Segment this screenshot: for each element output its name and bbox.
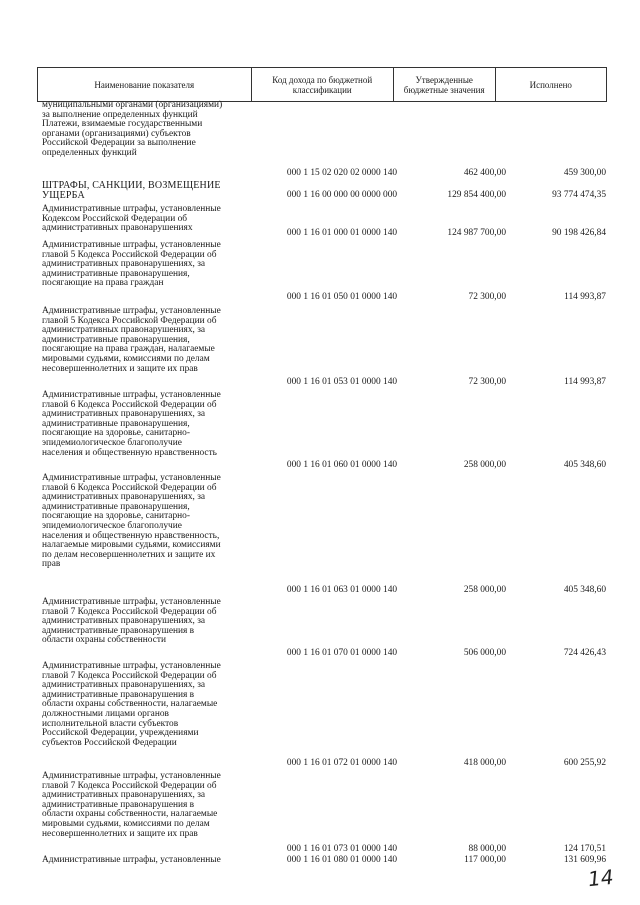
header-code: Код дохода по бюджетной классификации — [251, 68, 393, 102]
row-executed: 131 609,96 — [563, 855, 606, 865]
row-name: Административные штрафы, установленные — [42, 855, 221, 865]
row-executed: 114 993,87 — [564, 377, 606, 387]
row-code: 000 1 16 01 080 01 0000 140 — [286, 855, 398, 865]
row-code: 000 1 16 01 073 01 0000 140 — [286, 844, 398, 854]
row-code: 000 1 16 01 060 01 0000 140 — [286, 460, 398, 470]
row-name: Административные штрафы, установленные главой 7 Кодекса Российской Федерации об административных правонарушениях, за административные правонарушения в области охраны собственности, налагаемые мировыми судьями, комиссиями по делам несовершеннолетних и защите их прав — [42, 771, 221, 839]
row-name: ШТРАФЫ, САНКЦИИ, ВОЗМЕЩЕНИЕ УЩЕРБА — [42, 180, 221, 201]
row-approved: 117 000,00 — [464, 855, 506, 865]
row-approved: 72 300,00 — [468, 292, 506, 302]
row-approved: 88 000,00 — [468, 844, 506, 854]
row-approved: 129 854 400,00 — [447, 190, 506, 200]
row-code: 000 1 15 02 020 02 0000 140 — [286, 168, 398, 178]
row-code: 000 1 16 01 072 01 0000 140 — [286, 758, 398, 768]
row-name: Административные штрафы, установленные главой 6 Кодекса Российской Федерации об административных правонарушениях, за административные правонарушения, посягающие на здоровье, санитарно- эпидемиологическое благополучие населения и общественную нравственность, налагаемые мировыми судьями, комиссиями по делам несовершеннолетних и защите их прав — [42, 473, 221, 570]
row-executed: 114 993,87 — [564, 292, 606, 302]
row-code: 000 1 16 01 050 01 0000 140 — [286, 292, 398, 302]
row-executed: 90 198 426,84 — [552, 228, 606, 238]
row-approved: 258 000,00 — [463, 585, 506, 595]
row-executed: 405 348,60 — [563, 585, 606, 595]
row-approved: 418 000,00 — [463, 758, 506, 768]
row-name: Административные штрафы, установленные главой 6 Кодекса Российской Федерации об административных правонарушениях, за административные правонарушения, посягающие на здоровье, санитарно- эпидемиологическое благополучие населения и общественную нравственность — [42, 390, 221, 458]
row-executed: 459 300,00 — [563, 168, 606, 178]
row-executed: 405 348,60 — [563, 460, 606, 470]
row-name: Административные штрафы, установленные главой 7 Кодекса Российской Федерации об административных правонарушениях, за административные правонарушения в области охраны собственности — [42, 597, 221, 646]
row-name: Административные штрафы, установленные Кодексом Российской Федерации об административных правонарушениях — [42, 204, 221, 234]
row-executed: 724 426,43 — [563, 648, 606, 658]
row-code: 000 1 16 01 053 01 0000 140 — [286, 377, 398, 387]
row-code: 000 1 16 01 063 01 0000 140 — [286, 585, 398, 595]
row-name: Административные штрафы, установленные главой 5 Кодекса Российской Федерации об административных правонарушениях, за административные правонарушения, посягающие на права граждан, налагаемые мировыми судьями, комиссиями по делам несовершеннолетних и защите их прав — [42, 306, 221, 374]
row-code: 000 1 16 01 000 01 0000 140 — [286, 228, 398, 238]
row-approved: 124 987 700,00 — [447, 228, 506, 238]
row-code: 000 1 16 00 000 00 0000 000 — [286, 190, 398, 200]
row-approved: 72 300,00 — [468, 377, 506, 387]
row-approved: 506 000,00 — [463, 648, 506, 658]
header-approved: Утвержденные бюджетные значения — [393, 68, 495, 102]
page-number: 14 — [586, 864, 615, 892]
row-name: Административные штрафы, установленные главой 5 Кодекса Российской Федерации об административных правонарушениях, за административные правонарушения, посягающие на права граждан — [42, 240, 221, 289]
row-name: муниципальными органами (организациями) за выполнение определенных функций Платежи, взимаемые государственными органами (организациями) субъектов Российской Федерации за выполнение определенных функций — [42, 100, 223, 158]
row-approved: 258 000,00 — [463, 460, 506, 470]
row-code: 000 1 16 01 070 01 0000 140 — [286, 648, 398, 658]
header-executed: Исполнено — [495, 68, 606, 102]
row-executed: 124 170,51 — [563, 844, 606, 854]
row-approved: 462 400,00 — [463, 168, 506, 178]
row-executed: 93 774 474,35 — [552, 190, 606, 200]
table-header — [37, 67, 607, 102]
header-name: Наименование показателя — [38, 68, 252, 102]
row-name: Административные штрафы, установленные главой 7 Кодекса Российской Федерации об административных правонарушениях, за административные правонарушения в области охраны собственности, налагаемые должностными лицами органов исполнительной власти субъектов Российской Федерации, учреждениями субъектов Российской Федерации — [42, 661, 221, 748]
row-executed: 600 255,92 — [563, 758, 606, 768]
